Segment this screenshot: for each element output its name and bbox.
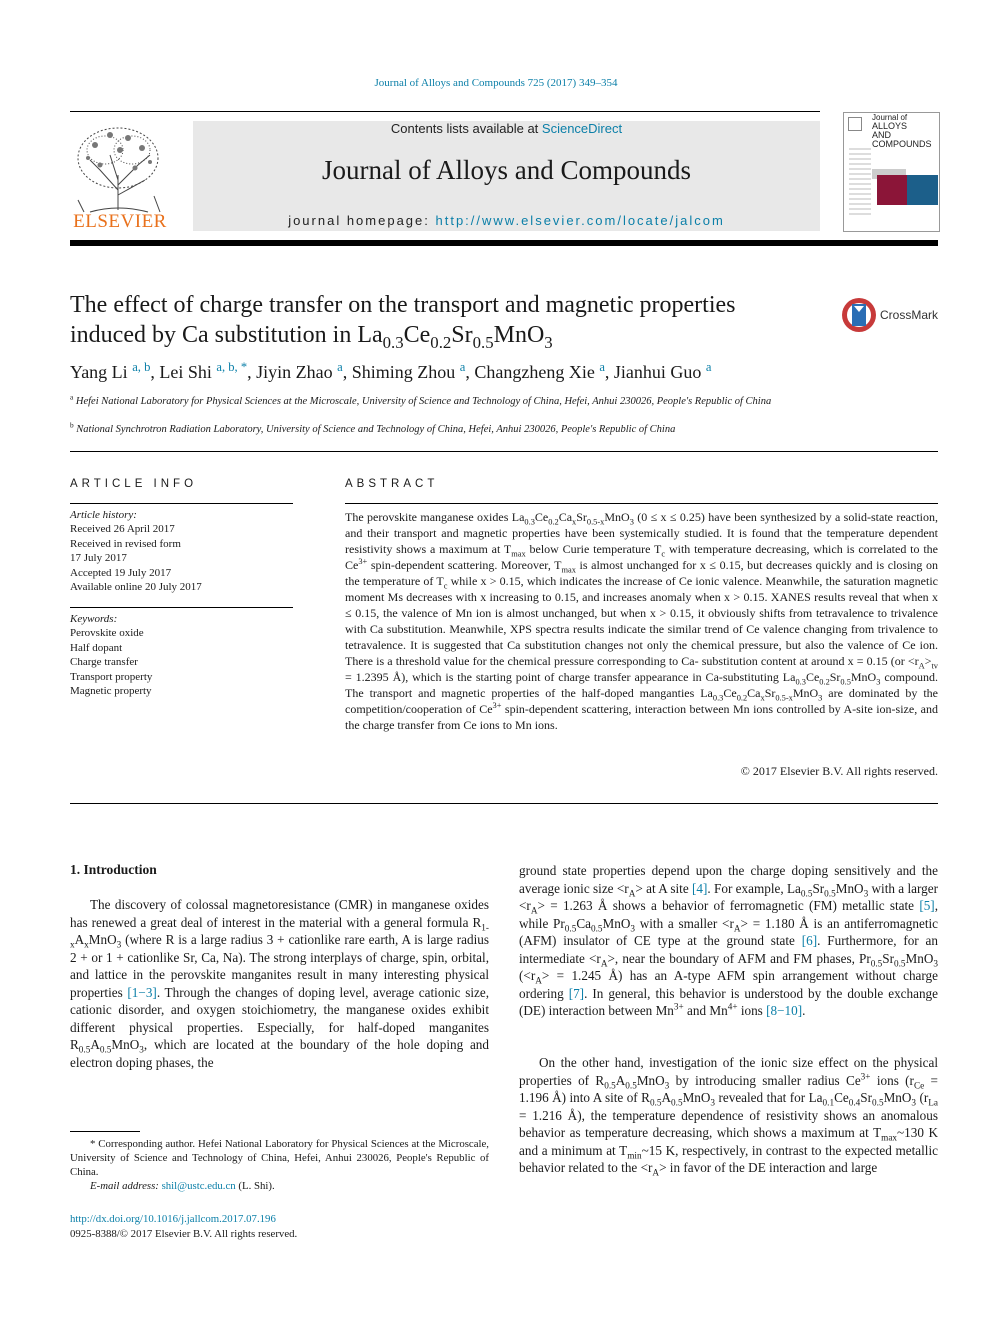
- authors: Yang Li $^{a, b}$, Lei Shi $^{a, b, *}$, Jiyin Zhao $^a$, Shiming Zhou $^a$, Changzheng Xie $^a$, Jianhui Guo $^a$: [70, 360, 712, 382]
- doi-block: [70, 1212, 297, 1242]
- homepage-prefix: journal homepage:: [288, 213, 436, 228]
- author-name: Shiming Zhou: [351, 362, 456, 382]
- ref-link[interactable]: [8−10]: [766, 1003, 803, 1018]
- ref-link[interactable]: [6]: [801, 933, 818, 948]
- ref-link[interactable]: [1−3]: [127, 984, 157, 1000]
- issn-line: 0925-8388/© 2017 Elsevier B.V. All rights reserved.: [70, 1228, 298, 1240]
- abstract-heading: ABSTRACT: [345, 478, 439, 490]
- affiliation-a-text: Hefei National Laboratory for Physical Sciences at the Microscale, University of Science and Technology of China, Hefei, Anhui 230026, People's Republic of China: [75, 396, 772, 407]
- title-line1: The effect of charge transfer on the transport and magnetic properties: [70, 292, 736, 318]
- contents-line: [193, 121, 820, 136]
- corresponding-author-note: * Corresponding author. Hefei National Laboratory for Physical Sciences at the Microscale, University of Science and Technology of China, Hefei, Anhui 230026, People's Republic of China.: [70, 1138, 489, 1178]
- author[interactable]: [352, 362, 466, 382]
- article-history: [70, 508, 293, 594]
- author-name: Jiyin Zhao: [256, 362, 333, 382]
- author-name: Jianhui Guo: [613, 362, 702, 382]
- cover-red-block: [877, 175, 907, 205]
- homepage-link[interactable]: http://www.elsevier.com/locate/jalcom: [435, 213, 725, 228]
- author[interactable]: [159, 362, 247, 382]
- abstract-rule: [345, 503, 938, 504]
- email-suffix: (L. Shi).: [235, 1180, 275, 1192]
- affiliation-b: $^b$ National Synchrotron Radiation Laboratory, University of Science and Technology of China, Hefei, Anhui 230026, People's Republic of China: [70, 420, 676, 435]
- sciencedirect-link[interactable]: ScienceDirect: [541, 121, 623, 136]
- journal-title: Journal of Alloys and Compounds: [322, 155, 691, 185]
- abstract-copyright: © 2017 Elsevier B.V. All rights reserved.: [740, 764, 938, 778]
- cover-title-line2: ALLOYS: [872, 121, 908, 131]
- history-label: Article history:: [70, 509, 137, 521]
- cover-blue-block: [907, 175, 938, 205]
- keywords-label: Keywords:: [70, 613, 118, 625]
- author-name: Lei Shi: [159, 362, 212, 382]
- article-title: [70, 290, 830, 350]
- footnote: [70, 1137, 489, 1193]
- footnote-rule: [70, 1131, 140, 1132]
- author[interactable]: [256, 362, 343, 382]
- section-rule: [70, 803, 938, 804]
- author-affil[interactable]: a: [599, 360, 605, 374]
- journal-citation[interactable]: Journal of Alloys and Compounds 725 (2017) 349–354: [374, 77, 618, 89]
- ref-link[interactable]: [4]: [692, 880, 708, 896]
- author-affil[interactable]: a: [705, 360, 712, 374]
- abstract-body: The perovskite manganese oxides $La_{0.3}Ce_{0.2}Ca_xSr_{0.5-x}MnO_3$ (0 ≤ x ≤ 0.25) have been synthesized by a solid-state reaction, and their transport and magnetic properties have been systemically studied. It is found that the temperature dependent resistivity shows a maximum at $T_{max}$ below Curie temperature $T_c$ with temperature decreasing, which is correlated to the $Ce^{3+}$ spin-dependent scattering. Moreover, $T_{max}$ is almost unchanged for x ≤ 0.15, but decreases quickly and is closing on the temperature of $T_c$ while x > 0.15, which indicates the increase of Ce ionic valence. Meanwhile, the saturation magnetic moment Ms decreases with x increasing to 0.15, and increases anomaly when x > 0.15. XANES results reveal that when x ≤ 0.15, the valence of Mn ion is almost unchanged, but when x > 0.15, it obviously shifts from tetravalence to trivalence with Ca substitution. Meanwhile, XPS spectra results indicate the similar trend of Ce valence changing from trivalence to tetravalence. It is suggested that Ca substitution changes not only the chemical pressure, but also the valence of Ce ion. There is a threshold value for the chemical pressure corresponding to Ca- substitution content at around x = 0.15 ($or <r_A>_{tv} = 1.2395$ Å), which is the starting point of charge transfer appearance in Ca-substituting $La_{0.3}Ce_{0.2}Sr_{0.5}MnO_3$ compound. The transport and magnetic properties of the half-doped manganties $La_{0.3}Ce_{0.2}Ca_xSr_{0.5-x}MnO_3$ are dominated by the competition/cooperation of $Ce^{3+}$ spin-dependent scattering, interaction between Mn ions controlled by A-site ion-size, and the charge transfer from Ce ions to Mn ions.: [345, 510, 939, 732]
- history-item: 17 July 2017: [70, 552, 127, 565]
- author-name: Changzheng Xie: [474, 362, 595, 382]
- author[interactable]: [70, 362, 150, 382]
- elsevier-wordmark: ELSEVIER: [73, 211, 167, 232]
- author[interactable]: [614, 362, 712, 382]
- section-rule: [70, 451, 938, 452]
- cover-title-line3: AND COMPOUNDS: [872, 130, 932, 149]
- affiliation-a: $^a$ Hefei National Laboratory for Physical Sciences at the Microscale, University of Science and Technology of China, Hefei, Anhui 230026, People's Republic of China: [70, 392, 772, 407]
- crossmark-badge[interactable]: [840, 296, 940, 336]
- author-affil[interactable]: a: [459, 360, 466, 374]
- intro-paragraph-1: The discovery of colossal magnetoresistance (CMR) in manganese oxides has renewed a great deal of interest in the material with a general formula $R_{1-x}A_xMnO_3$ (where R is a large radius 3 + cationlike rare earth, A is large radius 2 + or 1 + cationlike Sr, Ca, Na). The strong interplays of charge, spin, orbital, and lattice in the perovskite manganites result in many interesting physical properties [1−3]. Through the changes of doping level, average cationic size, cationic disorder, and oxygen stoichiometry, the manganese oxides exhibit different physical properties. Especially, for half-doped manganites $R_{0.5}A_{0.5}MnO_3$, which are located at the boundary of the hole doping and electron doping phases, the: [70, 897, 489, 1070]
- crossmark-icon: [840, 296, 878, 334]
- ref-link[interactable]: [7]: [568, 985, 585, 1001]
- history-item: Available online 20 July 2017: [70, 581, 202, 594]
- author-affil[interactable]: a, b, *: [216, 360, 248, 374]
- contents-prefix: Contents lists available at: [390, 121, 542, 136]
- doi-link[interactable]: http://dx.doi.org/10.1016/j.jallcom.2017.07.196: [70, 1213, 276, 1225]
- intro-paragraph-2: On the other hand, investigation of the ionic size effect on the physical properties of $R_{0.5}A_{0.5}MnO_3$ by introducing smaller radius $Ce^{3+}$ ions ($r_{Ce} = 1.196$ Å) into A site of $R_{0.5}A_{0.5}MnO_3$ revealed that for $La_{0.1}Ce_{0.4}Sr_{0.5}MnO_3$ ($r_{La} = 1.216$ Å), the temperature dependence of resistivity shows an anomalous behavior as temperature decreasing, which shows a maximum at $T_{max}\sim 130$ K and a minimum at $T_{min}\sim 15$ K, respectively, in contrast to the expected metallic behavior related to the $<r_A>$ in favor of the DE interaction and large: [519, 1055, 939, 1178]
- history-item: Accepted 19 July 2017: [70, 566, 172, 579]
- author-affil[interactable]: a: [337, 360, 343, 374]
- cover-logo-icon: [848, 117, 862, 131]
- info-rule: [70, 607, 293, 608]
- info-rule: [70, 503, 293, 504]
- keyword: Half dopant: [70, 641, 123, 654]
- email-link[interactable]: shil@ustc.edu.cn: [161, 1180, 236, 1192]
- title-line2: induced by Ca substitution in $La_{0.3}Ce_{0.2}Sr_{0.5}MnO_3$: [70, 322, 553, 352]
- journal-cover[interactable]: [843, 112, 940, 232]
- title-line2-prefix: induced by Ca substitution in La: [70, 322, 383, 348]
- email-label: E-mail address:: [90, 1180, 162, 1192]
- keyword: Magnetic property: [70, 685, 152, 698]
- author-name: Yang Li: [70, 362, 128, 382]
- keywords: [70, 612, 293, 698]
- history-item: Received in revised form: [70, 537, 181, 550]
- email-line: [70, 1179, 489, 1193]
- header-rule: [70, 111, 820, 112]
- intro-paragraph-1-cont: ground state properties depend upon the charge doping sensitively and the average ionic size $<r_A>$ at A site [4]. For example, $La_{0.5}Sr_{0.5}MnO_3$ with a larger $<r_A> = 1.263$ Å shows a behavior of ferromagnetic (FM) metallic state [5], while $Pr_{0.5}Ca_{0.5}MnO_3$ with a smaller $<r_A> = 1.180$ Å is an antiferromagnetic (AFM) insulator of CE type at the ground state [6]. Furthermore, for an intermediate $<r_A>$, near the boundary of AFM and FM phases, $Pr_{0.5}Sr_{0.5}MnO_3$ ($<r_A> = 1.245$ Å) has an A-type AFM spin arrangement without charge ordering [7]. In general, this behavior is understood by the double exchange (DE) interaction between $Mn^{3+}$ and $Mn^{4+}$ ions [8−10].: [519, 863, 939, 1018]
- keyword: Charge transfer: [70, 656, 138, 669]
- article-info-heading: ARTICLE INFO: [70, 478, 198, 490]
- cover-text-lines: [849, 148, 871, 218]
- author-affil[interactable]: a, b: [132, 360, 151, 374]
- keyword: Perovskite oxide: [70, 627, 144, 640]
- ref-link[interactable]: [5]: [919, 898, 935, 913]
- crossmark-label: CrossMark: [880, 308, 939, 322]
- intro-heading: 1. Introduction: [70, 862, 157, 877]
- elsevier-logo[interactable]: [70, 120, 170, 232]
- affiliation-b-text: National Synchrotron Radiation Laboratory, University of Science and Technology of China, Hefei, Anhui 230026, People's Republic of China: [76, 424, 676, 435]
- history-item: Received 26 April 2017: [70, 523, 175, 536]
- header-thick-rule: [70, 240, 938, 246]
- keyword: Transport property: [70, 670, 153, 683]
- cover-title-line1: Journal of: [872, 113, 908, 122]
- author[interactable]: [474, 362, 605, 382]
- homepage-line: [193, 213, 820, 228]
